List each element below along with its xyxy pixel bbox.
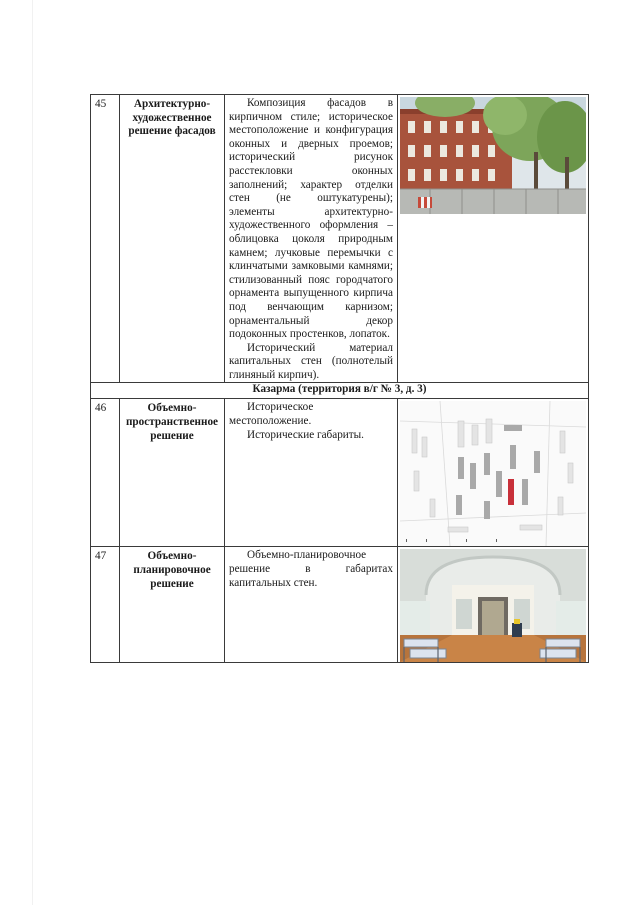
row-number: 45	[91, 95, 120, 383]
site-plan-map	[400, 401, 586, 546]
table-row	[91, 95, 589, 383]
row-number: 47	[91, 547, 120, 663]
element-description	[225, 547, 398, 663]
plan-cell	[398, 399, 589, 547]
row-number: 46	[91, 399, 120, 547]
element-description	[225, 399, 398, 547]
photo-cell	[398, 95, 589, 383]
table-row	[91, 547, 589, 663]
interior-photo	[400, 549, 586, 662]
page-edge-line	[32, 0, 33, 905]
element-name: Объемно-планировочное решение	[120, 547, 225, 663]
heritage-table	[90, 94, 589, 663]
element-name: Объемно-пространственное решение	[120, 399, 225, 547]
description-paragraph: Историческое местоположение.	[229, 401, 314, 428]
photo-cell	[398, 547, 589, 663]
description-paragraph: Композиция фасадов в кирпичном стиле; историческое местоположение и конфигурация оконных и дверных проемов; исторический рисунок расстекловки оконных заполнений; характер отделки стен (не оштукатурены); элементы архитектурно-художественного оформления – облицовка цоколя природным камнем; лучковые перемычки с клинчатыми замковыми камнями; стилизованный пояс городчатого орнамента выпущенного кирпича под венчающим карнизом; орнаментальный декор подоконных простенков, лопаток.	[229, 97, 393, 341]
element-description	[225, 95, 398, 383]
element-name: Архитектурно-художественное решение фасадов	[120, 95, 225, 383]
description-paragraph: Объемно-планировочное решение в габаритах капитальных стен.	[229, 549, 393, 589]
table-row	[91, 399, 589, 547]
facade-photo	[400, 97, 586, 214]
section-title: Казарма (территория в/г № 3, д. 3)	[91, 383, 589, 399]
section-header-row	[91, 383, 589, 399]
description-paragraph: Исторический материал капитальных стен (полнотелый глиняный кирпич).	[229, 341, 393, 381]
description-paragraph: Исторические габариты.	[247, 428, 364, 441]
